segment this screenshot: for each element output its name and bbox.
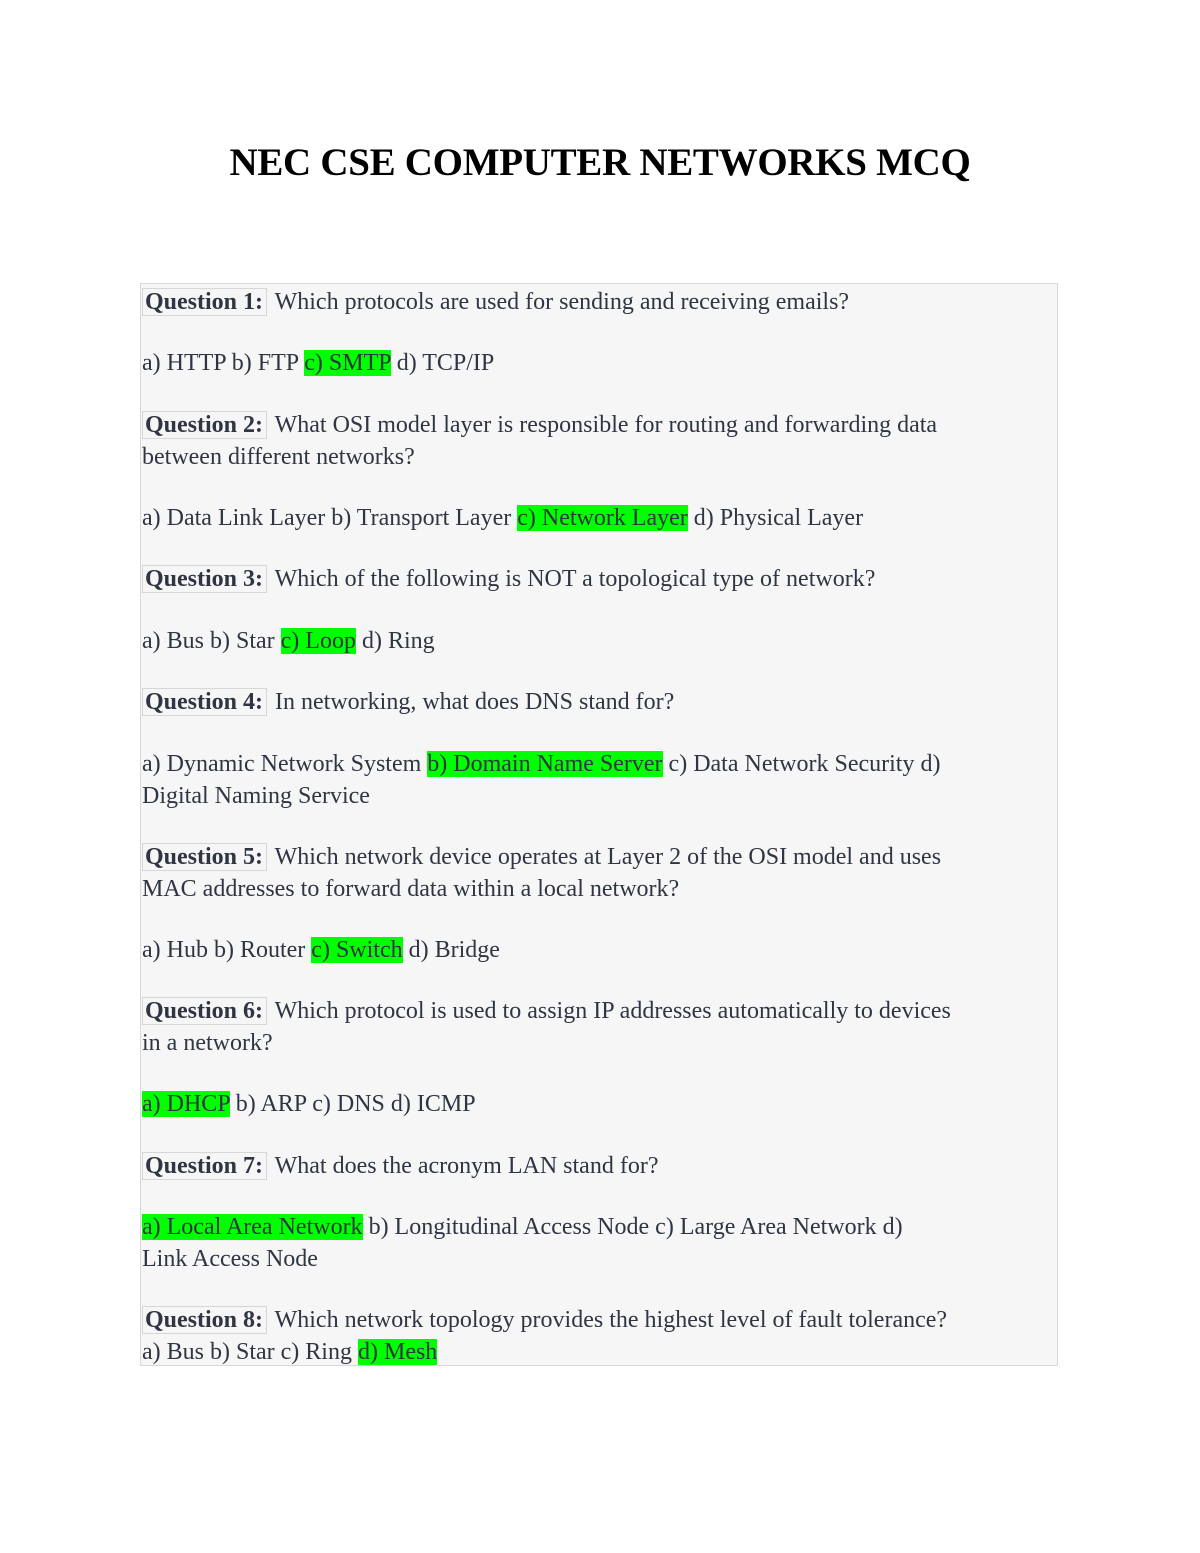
options-4-continued bbox=[142, 780, 370, 813]
question-label: Question 1: bbox=[142, 288, 267, 316]
question-label: Question 5: bbox=[142, 843, 267, 871]
option-d: d) Physical Layer bbox=[693, 505, 864, 531]
option-a: a) HTTP bbox=[142, 350, 226, 376]
question-3 bbox=[142, 563, 875, 596]
option-b: b) Star bbox=[210, 1339, 275, 1365]
question-text: Which network topology provides the highest level of fault tolerance? bbox=[274, 1307, 948, 1333]
option-d: Link Access Node bbox=[142, 1246, 318, 1272]
option-a: a) Bus bbox=[142, 628, 204, 654]
correct-answer-highlight: c) Switch bbox=[311, 937, 403, 963]
options-2 bbox=[142, 502, 863, 535]
options-4 bbox=[142, 748, 940, 781]
options-5 bbox=[142, 934, 500, 967]
option-d: d) Ring bbox=[361, 628, 435, 654]
question-text: Which protocol is used to assign IP addresses automatically to devices bbox=[274, 998, 951, 1024]
option-b: b) Router bbox=[213, 937, 306, 963]
question-4 bbox=[142, 686, 674, 719]
option-c: c) Data Network Security bbox=[668, 751, 915, 777]
options-3 bbox=[142, 625, 435, 658]
question-label: Question 2: bbox=[142, 411, 267, 439]
question-text: In networking, what does DNS stand for? bbox=[275, 689, 675, 715]
option-b: b) FTP bbox=[231, 350, 299, 376]
question-7 bbox=[142, 1150, 658, 1183]
option-a: a) Data Link Layer bbox=[142, 505, 326, 531]
question-text: Which of the following is NOT a topological type of network? bbox=[274, 566, 876, 592]
option-d: d) Bridge bbox=[408, 937, 500, 963]
question-5-continued bbox=[142, 873, 679, 906]
options-8 bbox=[142, 1336, 437, 1369]
option-a: a) Dynamic Network System bbox=[142, 751, 422, 777]
option-b: b) Star bbox=[210, 628, 275, 654]
question-label: Question 8: bbox=[142, 1306, 267, 1334]
question-1 bbox=[142, 286, 849, 319]
correct-answer-highlight: a) Local Area Network bbox=[142, 1214, 363, 1240]
question-6-continued bbox=[142, 1027, 273, 1060]
question-label: Question 7: bbox=[142, 1152, 267, 1180]
correct-answer-highlight: c) Loop bbox=[280, 628, 356, 654]
option-a: a) Bus bbox=[142, 1339, 204, 1365]
correct-answer-highlight: b) Domain Name Server bbox=[427, 751, 663, 777]
option-c: c) Large Area Network bbox=[655, 1214, 877, 1240]
options-7 bbox=[142, 1211, 903, 1244]
option-d: d) TCP/IP bbox=[396, 350, 495, 376]
options-6 bbox=[142, 1088, 476, 1121]
question-5 bbox=[142, 841, 941, 874]
document-title: NEC CSE COMPUTER NETWORKS MCQ bbox=[229, 141, 971, 184]
options-1 bbox=[142, 347, 494, 380]
option-a: a) Hub bbox=[142, 937, 208, 963]
option-d: d) ICMP bbox=[390, 1091, 476, 1117]
option-c: c) Ring bbox=[280, 1339, 352, 1365]
option-b: b) ARP bbox=[235, 1091, 307, 1117]
question-text: What does the acronym LAN stand for? bbox=[274, 1153, 659, 1179]
correct-answer-highlight: c) SMTP bbox=[304, 350, 391, 376]
question-2-continued bbox=[142, 441, 415, 474]
question-text: in a network? bbox=[142, 1030, 273, 1056]
option-b: b) Longitudinal Access Node bbox=[368, 1214, 650, 1240]
option-d: Digital Naming Service bbox=[142, 783, 370, 809]
correct-answer-highlight: a) DHCP bbox=[142, 1091, 230, 1117]
options-7-continued bbox=[142, 1243, 318, 1276]
question-text: What OSI model layer is responsible for routing and forwarding data bbox=[274, 412, 938, 438]
question-6 bbox=[142, 995, 951, 1028]
question-label: Question 6: bbox=[142, 997, 267, 1025]
option-d-prefix: d) bbox=[920, 751, 941, 777]
question-text: Which protocols are used for sending and receiving emails? bbox=[274, 289, 850, 315]
question-text: Which network device operates at Layer 2 of the OSI model and uses bbox=[274, 844, 942, 870]
question-2 bbox=[142, 409, 937, 442]
question-label: Question 3: bbox=[142, 565, 267, 593]
question-label: Question 4: bbox=[142, 688, 267, 716]
option-b: b) Transport Layer bbox=[331, 505, 512, 531]
option-d-prefix: d) bbox=[882, 1214, 903, 1240]
question-text: MAC addresses to forward data within a local network? bbox=[142, 876, 680, 902]
correct-answer-highlight: d) Mesh bbox=[357, 1339, 438, 1365]
correct-answer-highlight: c) Network Layer bbox=[517, 505, 688, 531]
mcq-content bbox=[140, 283, 1058, 1366]
question-8 bbox=[142, 1304, 947, 1337]
option-c: c) DNS bbox=[312, 1091, 385, 1117]
question-text: between different networks? bbox=[142, 444, 415, 470]
